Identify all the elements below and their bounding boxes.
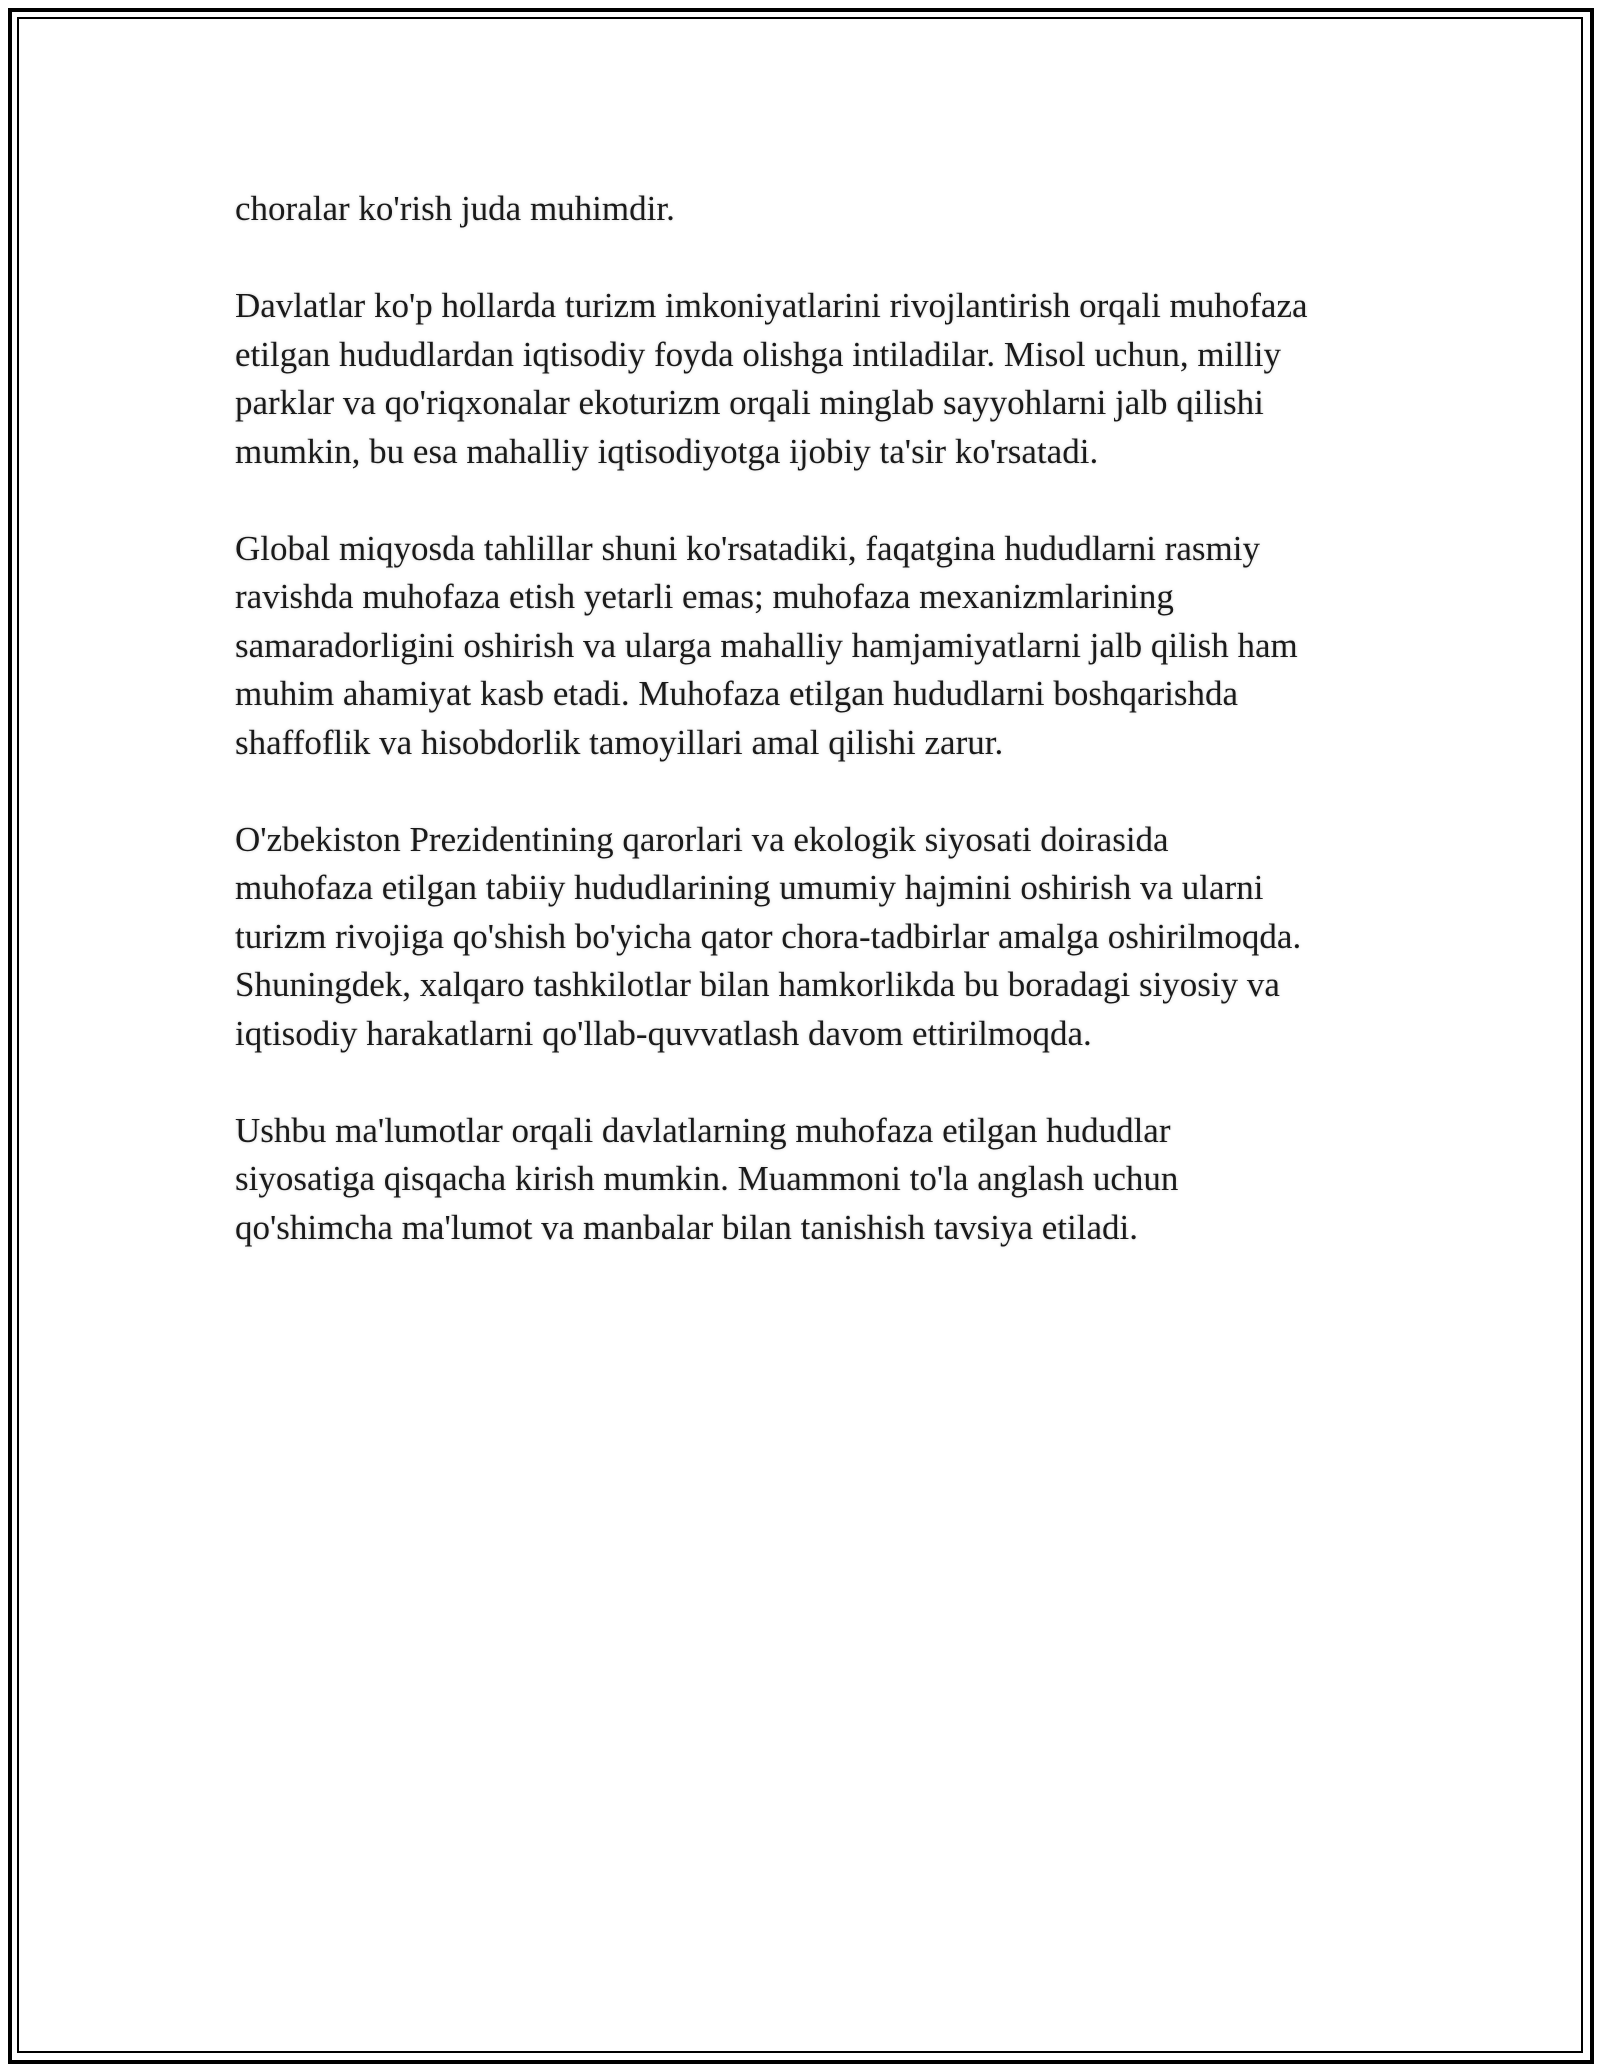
text-line: choralar ko'rish juda muhimdir. [235, 189, 675, 228]
text-line: mumkin, bu esa mahalliy iqtisodiyotga ijobiy ta'sir ko'rsatadi. [235, 431, 1099, 471]
text-line: parklar va qo'riqxonalar ekoturizm orqali minglab sayyohlarni jalb qilishi [235, 383, 1264, 422]
text-line: muhofaza etilgan tabiiy hududlarining umumiy hajmini oshirish va ularni [235, 868, 1264, 907]
paragraph-3 [235, 525, 1380, 768]
text-line: siyosatiga qisqacha kirish mumkin. Muammoni to'la anglash uchun [235, 1159, 1179, 1198]
paragraph-2 [235, 282, 1380, 476]
text-line: Shuningdek, xalqaro tashkilotlar bilan hamkorlikda bu boradagi siyosiy va [235, 965, 1280, 1004]
text-line: Davlatlar ko'p hollarda turizm imkoniyatlarini rivojlantirish orqali muhofaza [235, 286, 1308, 325]
text-line: iqtisodiy harakatlarni qo'llab-quvvatlash davom ettirilmoqda. [235, 1013, 1092, 1053]
text-line: turizm rivojiga qo'shish bo'yicha qator chora-tadbirlar amalga oshirilmoqda. [235, 916, 1302, 956]
document-body [235, 185, 1380, 1301]
text-line: O'zbekiston Prezidentining qarorlari va ekologik siyosati doirasida [235, 819, 1169, 859]
text-line: Ushbu ma'lumotlar orqali davlatlarning muhofaza etilgan hududlar [235, 1110, 1171, 1150]
text-line: etilgan hududlardan iqtisodiy foyda olishga intiladilar. Misol uchun, milliy [235, 334, 1281, 374]
text-line: samaradorligini oshirish va ularga mahalliy hamjamiyatlarni jalb qilish ham [235, 625, 1298, 665]
text-line: shaffoflik va hisobdorlik tamoyillari amal qilishi zarur. [235, 722, 1004, 762]
paragraph-1 [235, 185, 1380, 234]
text-line: ravishda muhofaza etish yetarli emas; muhofaza mexanizmlarining [235, 577, 1174, 616]
text-line: Global miqyosda tahlillar shuni ko'rsatadiki, faqatgina hududlarni rasmiy [235, 528, 1260, 568]
paragraph-4 [235, 816, 1380, 1059]
paragraph-5 [235, 1107, 1380, 1253]
text-line: qo'shimcha ma'lumot va manbalar bilan tanishish tavsiya etiladi. [235, 1207, 1138, 1247]
text-line: muhim ahamiyat kasb etadi. Muhofaza etilgan hududlarni boshqarishda [235, 674, 1239, 713]
